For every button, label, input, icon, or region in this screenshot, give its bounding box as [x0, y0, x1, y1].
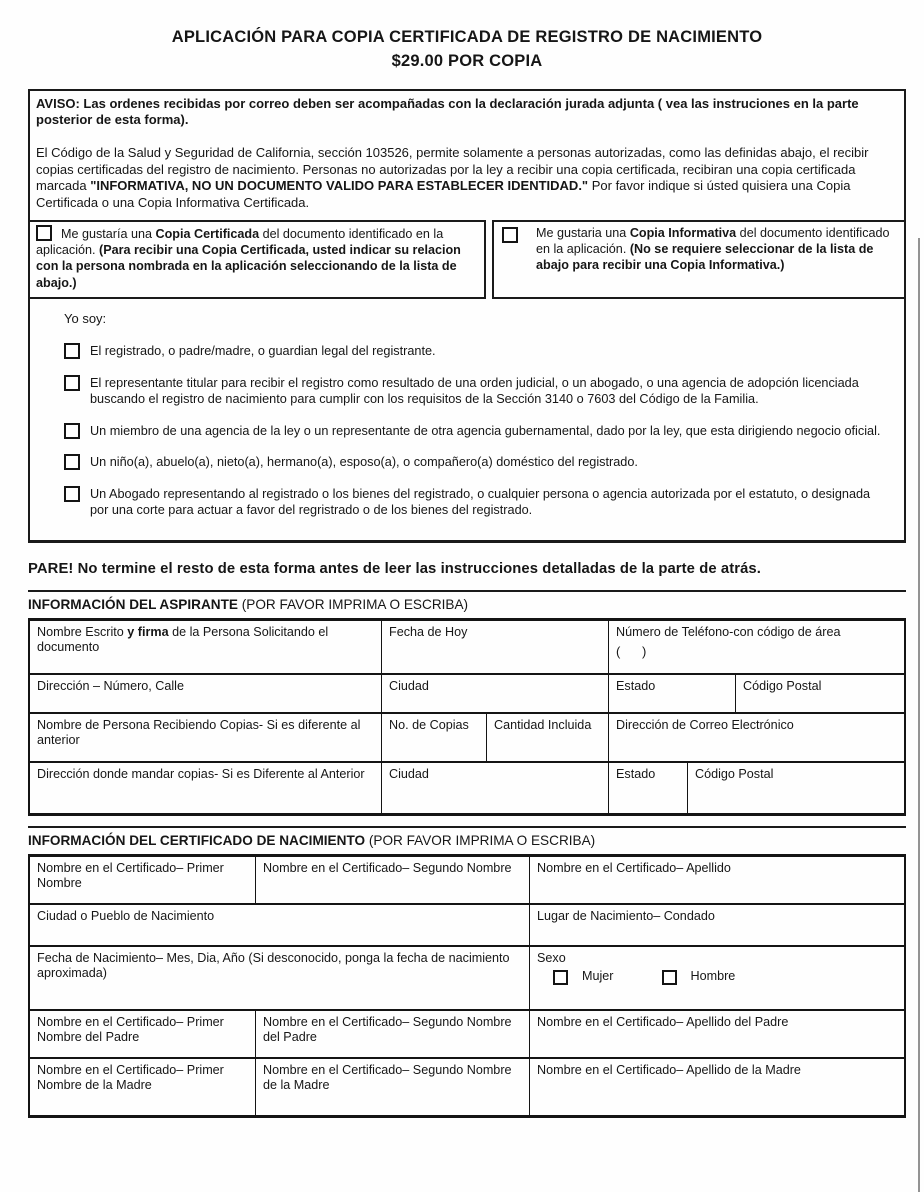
field-date-of-birth[interactable] — [30, 947, 530, 1009]
eligibility-checkbox-court-order[interactable] — [64, 375, 80, 391]
table-row — [30, 1011, 904, 1059]
field-number-of-copies[interactable] — [382, 714, 487, 761]
field-mother-last-name[interactable] — [530, 1059, 904, 1115]
field-mailing-address[interactable] — [30, 763, 382, 813]
eligibility-checkbox-family[interactable] — [64, 454, 80, 470]
phone-area-code-parens[interactable]: ( ) — [616, 644, 647, 660]
field-phone-number[interactable] — [609, 621, 904, 673]
city-label: Ciudad — [389, 678, 429, 693]
field-last-name[interactable] — [530, 857, 904, 903]
father-last-name-label: Nombre en el Certificado– Apellido del Padre — [537, 1014, 789, 1029]
eligibility-prompt: Yo soy: — [64, 311, 107, 327]
amount-label: Cantidad Incluida — [494, 717, 592, 732]
applicant-name-label-3: de la Persona Solicitando el documento — [37, 624, 329, 655]
field-email[interactable] — [609, 714, 904, 761]
field-father-middle-name[interactable] — [256, 1011, 530, 1057]
mother-last-name-label: Nombre en el Certificado– Apellido de la Madre — [537, 1062, 801, 1077]
informative-copy-checkbox[interactable] — [502, 227, 518, 243]
field-recipient-name[interactable] — [30, 714, 382, 761]
applicant-heading-text: INFORMACIÓN DEL ASPIRANTE — [28, 596, 242, 612]
eligibility-item-registrant — [64, 343, 886, 360]
eligibility-item-law-agency — [64, 423, 886, 440]
field-amount-enclosed[interactable] — [487, 714, 609, 761]
father-middle-name-label: Nombre en el Certificado– Segundo Nombre del Padre — [263, 1014, 512, 1045]
eligibility-checkbox-law-agency[interactable] — [64, 423, 80, 439]
mailing-zip-label: Código Postal — [695, 766, 774, 781]
eligibility-item-family — [64, 454, 886, 471]
informative-copy-text-4: (No se requiere seleccionar de la lista de abajo para recibir una Copia Informativa.) — [536, 241, 874, 273]
field-mailing-zip[interactable] — [688, 763, 904, 813]
field-county-of-birth[interactable] — [530, 905, 904, 945]
certified-copy-text-1: Me gustaría una — [61, 226, 156, 241]
field-mother-first-name[interactable] — [30, 1059, 256, 1115]
copy-type-options — [28, 220, 906, 299]
sex-label: Sexo — [537, 950, 566, 965]
informative-copy-text-3: del documento identificado en la aplicación. — [536, 225, 890, 256]
eligibility-checkbox-attorney[interactable] — [64, 486, 80, 502]
informative-copy-option[interactable] — [492, 220, 906, 299]
informative-copy-text-1: Me gustaria una — [536, 225, 630, 240]
table-row — [30, 905, 904, 947]
applicant-heading-note: (POR FAVOR IMPRIMA O ESCRIBA) — [241, 596, 469, 612]
table-row — [30, 621, 904, 675]
certified-copy-text-2: Copia Certificada — [155, 226, 260, 241]
field-state[interactable] — [609, 675, 736, 712]
state-label: Estado — [616, 678, 656, 693]
field-sex — [530, 947, 904, 1009]
date-of-birth-label: Fecha de Nacimiento– Mes, Dia, Año (Si desconocido, ponga la fecha de nacimiento aproximada) — [37, 950, 510, 981]
recipient-name-label: Nombre de Persona Recibiendo Copias- Si es diferente al anterior — [37, 717, 361, 748]
form-title — [28, 26, 906, 74]
stop-notice: PARE! No termine el resto de esta forma antes de leer las instrucciones detalladas de la parte de atrás. — [28, 560, 761, 577]
field-applicant-name[interactable] — [30, 621, 382, 673]
sex-hombre-checkbox[interactable] — [662, 970, 677, 985]
legal-text-informativa: "INFORMATIVA, NO UN DOCUMENTO VALIDO PARA ESTABLECER IDENTIDAD." — [90, 178, 589, 194]
certified-copy-text-3: del documento identificado en la aplicación. — [36, 226, 444, 257]
table-row — [30, 763, 904, 813]
field-city[interactable] — [382, 675, 609, 712]
mailing-city-label: Ciudad — [389, 766, 429, 781]
county-of-birth-label: Lugar de Nacimiento– Condado — [537, 908, 715, 923]
notice-box — [28, 89, 906, 220]
email-label: Dirección de Correo Electrónico — [616, 717, 794, 732]
informative-copy-text-2: Copia Informativa — [629, 225, 737, 240]
table-row — [30, 857, 904, 905]
phone-label: Número de Teléfono-con código de área — [616, 624, 841, 639]
mailing-state-label: Estado — [616, 766, 656, 781]
applicant-name-label-2: y firma — [127, 624, 169, 639]
legal-text-part1: El Código de la Salud y Seguridad de California, sección 103526, permite solamente a personas autorizadas, como las definidas abajo, el recibir copias certificadas del registro de nacimiento. Personas no autorizadas por la ley a recibir una copia certificada, recibiran una copia certificada marcada — [36, 145, 869, 194]
eligibility-box — [28, 299, 906, 543]
applicant-name-label-1: Nombre Escrito — [37, 624, 128, 639]
todays-date-label: Fecha de Hoy — [389, 624, 468, 639]
certified-copy-checkbox[interactable] — [36, 225, 52, 241]
table-row — [30, 714, 904, 763]
eligibility-item-court-order — [64, 375, 886, 408]
copies-label: No. de Copias — [389, 717, 469, 732]
field-middle-name[interactable] — [256, 857, 530, 903]
applicant-section-heading — [28, 592, 906, 618]
sex-hombre-label: Hombre — [690, 969, 736, 984]
form-title-line1: APLICACIÓN PARA COPIA CERTIFICADA DE REGISTRO DE NACIMIENTO — [171, 28, 763, 46]
zip-label: Código Postal — [743, 678, 822, 693]
address-label: Dirección – Número, Calle — [37, 678, 184, 693]
field-first-name[interactable] — [30, 857, 256, 903]
father-first-name-label: Nombre en el Certificado– Primer Nombre del Padre — [37, 1014, 224, 1045]
field-father-first-name[interactable] — [30, 1011, 256, 1057]
certified-copy-option[interactable] — [28, 220, 486, 299]
field-mother-middle-name[interactable] — [256, 1059, 530, 1115]
scan-artifact-line — [918, 238, 920, 1192]
eligibility-label-law-agency: Un miembro de una agencia de la ley o un representante de otra agencia gubernamental, dado por la ley, que esta dirigiendo negocio oficial. — [90, 423, 881, 438]
mother-middle-name-label: Nombre en el Certificado– Segundo Nombre de la Madre — [263, 1062, 512, 1093]
eligibility-label-court-order: El representante titular para recibir el registro como resultado de una orden judicial, o un abogado, o una agencia de adopción licenciada buscando el registro de nacimiento para cumplir con los requisitos de la Sección 3140 o 7603 del Código de la Familia. — [90, 375, 859, 407]
aviso-paragraph: AVISO: Las ordenes recibidas por correo deben ser acompañadas con la declaración jurada adjunta ( vea las instruciones en la parte posterior de esta forma). — [36, 95, 859, 128]
field-todays-date[interactable] — [382, 621, 609, 673]
eligibility-item-attorney — [64, 486, 886, 519]
applicant-info-table — [28, 618, 906, 816]
legal-paragraph — [30, 139, 904, 220]
table-row — [30, 1059, 904, 1115]
field-mailing-state[interactable] — [609, 763, 688, 813]
mother-first-name-label: Nombre en el Certificado– Primer Nombre de la Madre — [37, 1062, 224, 1093]
eligibility-label-registrant: El registrado, o padre/madre, o guardian legal del registrante. — [90, 344, 436, 359]
birth-heading-text: INFORMACIÓN DEL CERTIFICADO DE NACIMIENTO — [28, 832, 369, 848]
eligibility-label-attorney: Un Abogado representando al registrado o los bienes del registrado, o cualquier persona o agencia autorizada por el estatuto, o designada por una corte para actuar a favor del regristrado o de los bienes del registrado. — [90, 486, 871, 518]
eligibility-label-family: Un niño(a), abuelo(a), nieto(a), hermano(a), esposo(a), o compañero(a) doméstico del registrado. — [90, 455, 638, 470]
table-row — [30, 675, 904, 714]
legal-text-part3: Por favor indique si ústed quisiera una Copia Certificada o una Copia Informativa Certificada. — [36, 178, 851, 210]
certified-copy-text-4: (Para recibir una Copia Certificada, usted indicar su relacion con la persona nombrada en la aplicación seleccionando de la lista de abajo.) — [36, 242, 461, 290]
birth-certificate-table — [28, 854, 906, 1118]
field-mailing-city[interactable] — [382, 763, 609, 813]
middle-name-label: Nombre en el Certificado– Segundo Nombre — [263, 860, 512, 875]
mailing-address-label: Dirección donde mandar copias- Si es Diferente al Anterior — [37, 766, 365, 781]
sex-mujer-label: Mujer — [582, 969, 614, 984]
city-of-birth-label: Ciudad o Pueblo de Nacimiento — [37, 908, 215, 923]
last-name-label: Nombre en el Certificado– Apellido — [537, 860, 731, 875]
birth-heading-note: (POR FAVOR IMPRIMA O ESCRIBA) — [368, 832, 596, 848]
field-city-of-birth[interactable] — [30, 905, 530, 945]
field-zip[interactable] — [736, 675, 904, 712]
sex-options — [553, 969, 897, 985]
table-row — [30, 947, 904, 1011]
field-address[interactable] — [30, 675, 382, 712]
birth-section-heading — [28, 828, 906, 854]
field-father-last-name[interactable] — [530, 1011, 904, 1057]
eligibility-checkbox-registrant[interactable] — [64, 343, 80, 359]
sex-mujer-checkbox[interactable] — [553, 970, 568, 985]
first-name-label: Nombre en el Certificado– Primer Nombre — [37, 860, 224, 891]
form-title-price: $29.00 POR COPIA — [391, 51, 543, 70]
